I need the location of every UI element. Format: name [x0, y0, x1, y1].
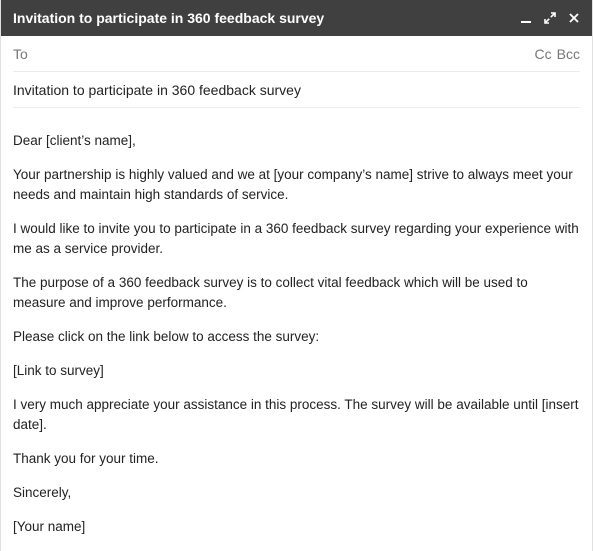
signature-name: [Your name]: [13, 519, 86, 534]
compose-titlebar[interactable]: [1, 0, 592, 36]
expand-icon[interactable]: [542, 10, 558, 26]
body-paragraph: Thank you for your time.: [13, 451, 159, 466]
window-title: Invitation to participate in 360 feedback survey: [13, 10, 325, 26]
subject-field[interactable]: Invitation to participate in 360 feedback survey: [13, 81, 301, 98]
cc-link[interactable]: Cc: [534, 45, 552, 62]
close-icon[interactable]: [566, 10, 582, 26]
body-paragraph: The purpose of a 360 feedback survey is to collect vital feedback which will be used to measure and improve performance.: [13, 275, 528, 310]
body-paragraph: Your partnership is highly valued and we at [your company’s name] strive to always meet your needs and maintain high standards of service.: [13, 167, 573, 202]
message-body[interactable]: [1, 108, 592, 537]
window-controls: [518, 10, 582, 26]
body-paragraph: I would like to invite you to participate in a 360 feedback survey regarding your experience with me as a service provider.: [13, 221, 579, 256]
bcc-link[interactable]: Bcc: [556, 45, 580, 62]
sign-off: Sincerely,: [13, 485, 72, 500]
survey-link-placeholder: [Link to survey]: [13, 363, 104, 378]
body-paragraph: Please click on the link below to access the survey:: [13, 329, 320, 344]
greeting: Dear [client’s name],: [13, 133, 136, 148]
cc-bcc-links: [535, 46, 580, 62]
minimize-icon[interactable]: [518, 10, 534, 26]
subject-row[interactable]: [13, 72, 580, 108]
to-field-label: To: [13, 45, 28, 62]
body-paragraph: I very much appreciate your assistance in this process. The survey will be available until [insert date].: [13, 397, 579, 432]
recipients-row[interactable]: [13, 36, 580, 72]
